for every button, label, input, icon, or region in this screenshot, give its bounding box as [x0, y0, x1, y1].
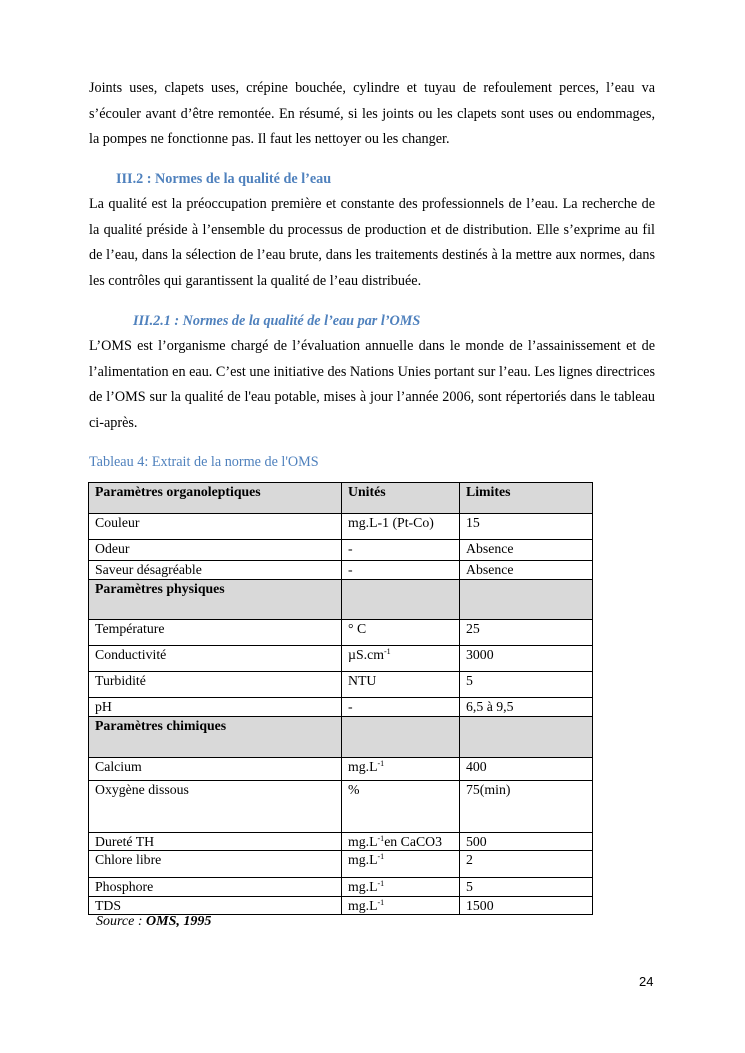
param-cell: Calcium [89, 758, 342, 781]
unit-cell: - [342, 698, 460, 717]
table-row [89, 781, 593, 833]
table-header-row [89, 483, 593, 514]
limit-cell: 500 [460, 833, 593, 851]
unit-cell: $mg.L^{-1}$ [342, 897, 460, 915]
unit-cell: ° C [342, 620, 460, 646]
param-cell: Odeur [89, 540, 342, 561]
source-value: OMS, 1995 [146, 914, 212, 929]
param-cell: Turbidité [89, 672, 342, 698]
section-heading-water-quality-norms: III.2 : Normes de la qualité de l’eau [116, 171, 332, 187]
table-row [89, 878, 593, 897]
oms-norms-table [88, 482, 593, 915]
unit-cell: $mg.L^{-1}en$ CaCO3 [342, 833, 460, 851]
limit-cell: Absence [460, 561, 593, 580]
column-header-limits: Limites [460, 483, 593, 514]
table-row [89, 514, 593, 540]
param-cell: Saveur désagréable [89, 561, 342, 580]
unit-cell: % [342, 781, 460, 833]
limit-cell: 2 [460, 851, 593, 878]
param-cell: pH [89, 698, 342, 717]
table-row [89, 561, 593, 580]
unit-cell: - [342, 540, 460, 561]
table-row [89, 897, 593, 915]
limit-cell: 75(min) [460, 781, 593, 833]
unit-cell: mg.L-1 (Pt-Co) [342, 514, 460, 540]
section-organoleptic: Paramètres organoleptiques [89, 483, 342, 514]
paragraph-pump-maintenance: Joints uses, clapets uses, crépine bouchée, cylindre et tuyau de refoulement perces, l’eau va s’écouler avant d’être remontée. En résumé, si les joints ou les clapets sont uses ou endommages, la pompes ne fonctionne pas. Il faut les nettoyer ou les changer. [89, 80, 655, 147]
param-cell: TDS [89, 897, 342, 915]
table-row [89, 851, 593, 878]
table-row [89, 620, 593, 646]
limit-cell: 5 [460, 672, 593, 698]
param-cell: Couleur [89, 514, 342, 540]
table-row [89, 698, 593, 717]
unit-cell: $\mu S.cm^{-1}$ [342, 646, 460, 672]
unit-cell: $mg.L^{-1}$ [342, 851, 460, 878]
table-row [89, 540, 593, 561]
table-source [96, 914, 211, 930]
source-label: Source : [96, 914, 147, 929]
limit-cell: 25 [460, 620, 593, 646]
paragraph-quality-concern: La qualité est la préoccupation première et constante des professionnels de l’eau. La recherche de la qualité préside à l’ensemble du processus de production et de distribution. Elle s’exprime au fil de l’eau, dans la sélection de l’eau brute, dans les traitements destinés à la mettre aux normes, dans les contrôles qui garantissent la qualité de l’eau distribuée. [89, 196, 655, 289]
table-row [89, 758, 593, 781]
limit-cell: 15 [460, 514, 593, 540]
page-number: 24 [639, 974, 654, 989]
param-cell: Chlore libre [89, 851, 342, 878]
limit-cell: 1500 [460, 897, 593, 915]
unit-cell: NTU [342, 672, 460, 698]
param-cell: Conductivité [89, 646, 342, 672]
table-section-row [89, 717, 593, 758]
section-chemical: Paramètres chimiques [89, 717, 342, 758]
param-cell: Température [89, 620, 342, 646]
table-section-row [89, 580, 593, 620]
unit-cell: $mg.L^{-1}$ [342, 758, 460, 781]
table-row [89, 646, 593, 672]
table-row [89, 833, 593, 851]
subsection-heading-oms-norms: III.2.1 : Normes de la qualité de l’eau par l’OMS [133, 313, 421, 329]
unit-cell: - [342, 561, 460, 580]
unit-cell: $mg.L^{-1}$ [342, 878, 460, 897]
paragraph-oms-description: L’OMS est l’organisme chargé de l’évaluation annuelle dans le monde de l’assainissement et de l’alimentation en eau. C’est une initiative des Nations Unies portant sur l’eau. Les lignes directrices de l’OMS sur la qualité de l'eau potable, mises à jour l’année 2006, sont répertoriés dans le tableau ci-après. [89, 338, 655, 431]
section-physical: Paramètres physiques [89, 580, 342, 620]
limit-cell: 400 [460, 758, 593, 781]
limit-cell: Absence [460, 540, 593, 561]
param-cell: Phosphore [89, 878, 342, 897]
limit-cell: 3000 [460, 646, 593, 672]
table-caption: Tableau 4: Extrait de la norme de l'OMS [89, 454, 319, 470]
limit-cell: 5 [460, 878, 593, 897]
column-header-units: Unités [342, 483, 460, 514]
limit-cell: 6,5 à 9,5 [460, 698, 593, 717]
param-cell: Oxygène dissous [89, 781, 342, 833]
table-row [89, 672, 593, 698]
param-cell: Dureté TH [89, 833, 342, 851]
